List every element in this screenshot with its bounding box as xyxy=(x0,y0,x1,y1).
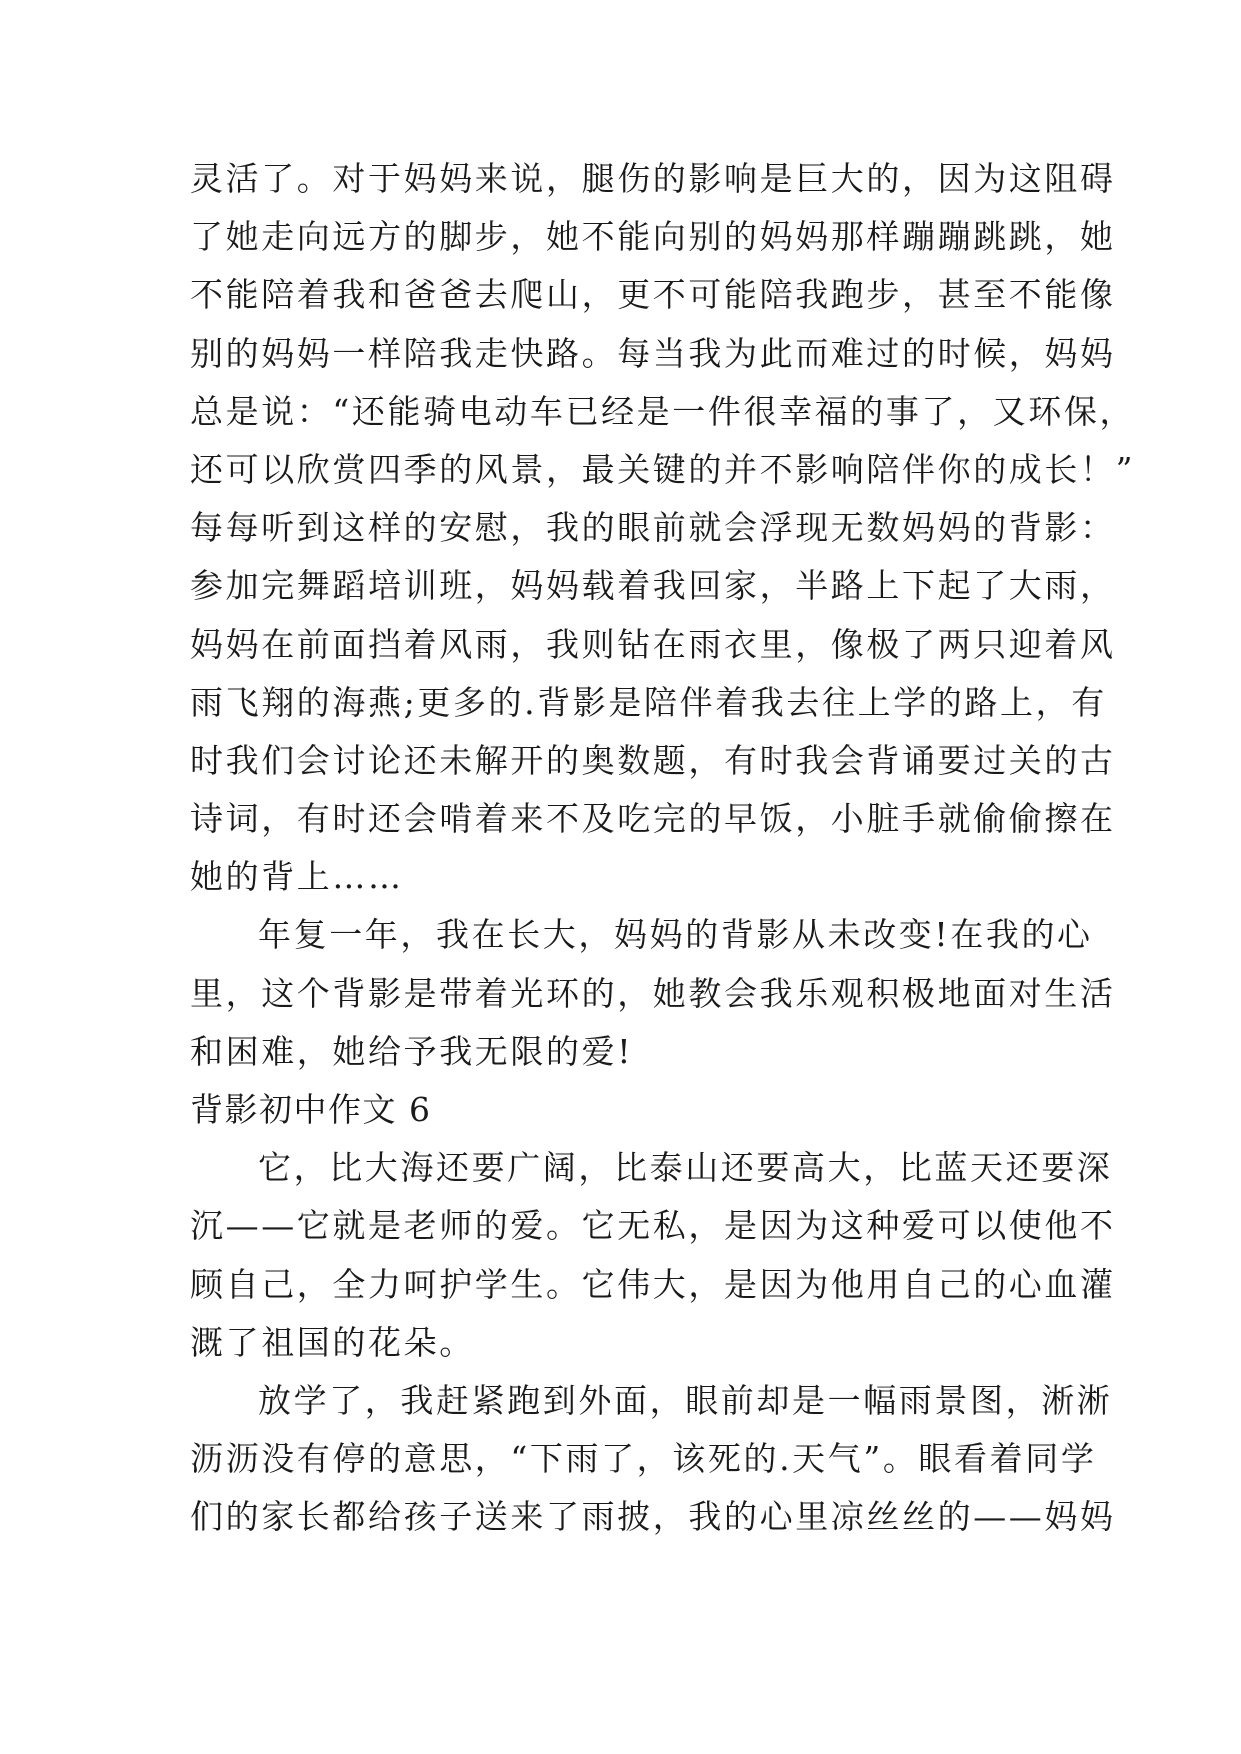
paragraph-line: 别的妈妈一样陪我走快路。每当我为此而难过的时候，妈妈 xyxy=(190,333,1116,373)
paragraph-line: 放学了，我赶紧跑到外面，眼前却是一幅雨景图，淅淅 xyxy=(258,1380,1113,1420)
paragraph-line: 顾自己，全力呵护学生。它伟大，是因为他用自己的心血灌 xyxy=(190,1264,1116,1304)
paragraph-line: 诗词，有时还会啃着来不及吃完的早饭，小脏手就偷偷擦在 xyxy=(190,799,1116,839)
document-body xyxy=(190,150,1136,1547)
paragraph-line: 年复一年，我在长大，妈妈的背影从未改变!在我的心 xyxy=(258,915,1093,955)
paragraph-line: 还可以欣赏四季的风景，最关键的并不影响陪伴你的成长！” xyxy=(190,449,1136,489)
paragraph-line: 她的背上…… xyxy=(190,857,404,897)
paragraph-line: 灵活了。对于妈妈来说，腿伤的影响是巨大的，因为这阻碍 xyxy=(190,159,1116,198)
paragraph-line: 它，比大海还要广阔，比泰山还要高大，比蓝天还要深 xyxy=(258,1148,1113,1188)
paragraph-line: 和困难，她给予我无限的爱! xyxy=(190,1031,634,1071)
paragraph-line: 参加完舞蹈培训班，妈妈载着我回家，半路上下起了大雨， xyxy=(190,566,1116,606)
paragraph-line: 妈妈在前面挡着风雨，我则钻在雨衣里，像极了两只迎着风 xyxy=(190,624,1116,664)
paragraph-line: 们的家长都给孩子送来了雨披，我的心里凉丝丝的——妈妈 xyxy=(190,1497,1116,1537)
paragraph-line: 沉——它就是老师的爱。它无私，是因为这种爱可以使他不 xyxy=(190,1206,1116,1246)
paragraph-line: 雨飞翔的海燕;更多的.背影是陪伴着我去往上学的路上，有 xyxy=(190,682,1107,722)
paragraph-line: 总是说：“还能骑电动车已经是一件很幸福的事了，又环保， xyxy=(190,391,1136,431)
section-heading: 背影初中作文 6 xyxy=(190,1090,432,1129)
paragraph-line: 每每听到这样的安慰，我的眼前就会浮现无数妈妈的背影： xyxy=(190,508,1116,548)
paragraph-line: 里，这个背影是带着光环的，她教会我乐观积极地面对生活 xyxy=(190,973,1116,1013)
paragraph-line: 时我们会讨论还未解开的奥数题，有时我会背诵要过关的古 xyxy=(190,740,1116,780)
paragraph-line: 不能陪着我和爸爸去爬山，更不可能陪我跑步，甚至不能像 xyxy=(190,275,1116,315)
paragraph-line: 了她走向远方的脚步，她不能向别的妈妈那样蹦蹦跳跳，她 xyxy=(190,217,1116,257)
paragraph-line: 溉了祖国的花朵。 xyxy=(190,1322,475,1362)
paragraph-line: 沥沥没有停的意思，“下雨了，该死的.天气”。眼看着同学 xyxy=(190,1439,1097,1479)
